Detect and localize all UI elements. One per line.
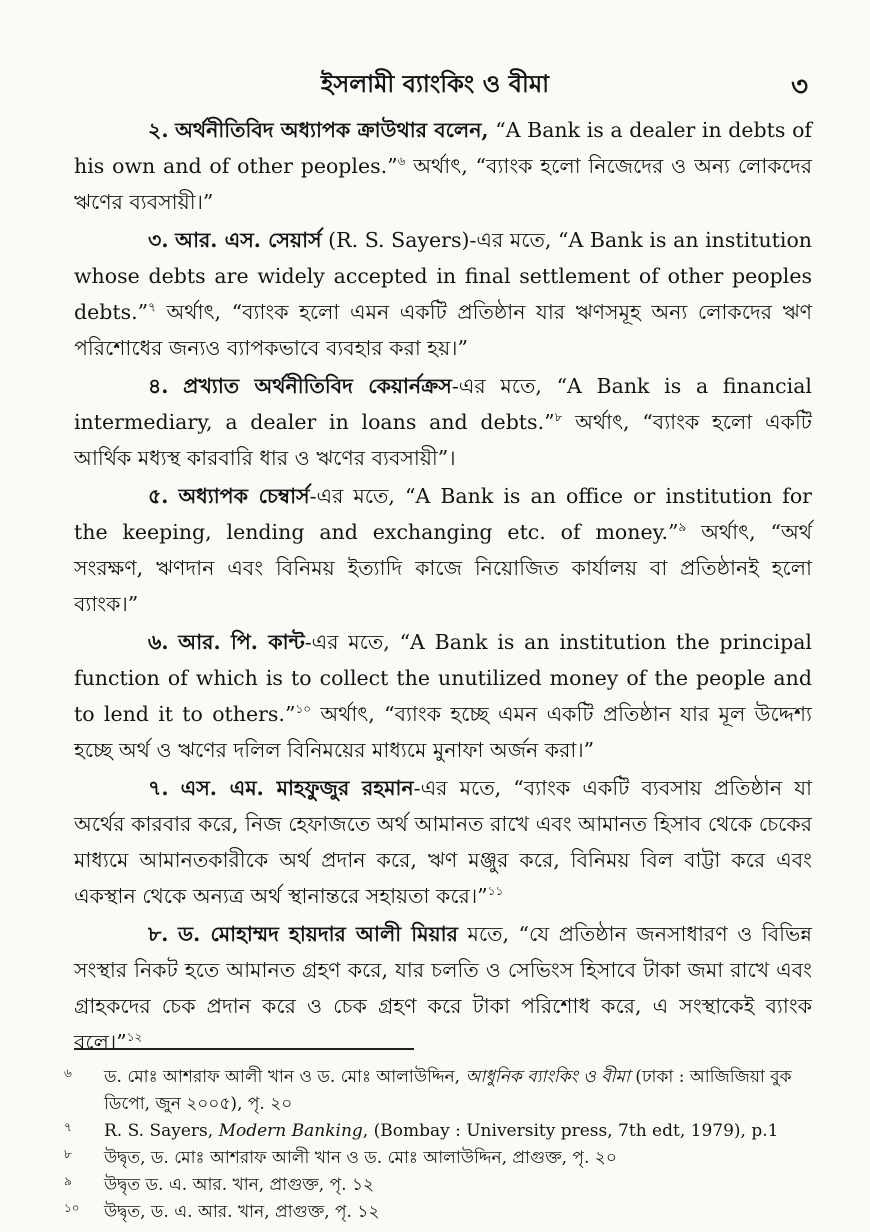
footnote-item bbox=[58, 1145, 818, 1172]
definition-paragraph bbox=[74, 222, 812, 366]
authority-name: ড. মোহাম্মদ হায়দার আলী মিয়ার bbox=[178, 922, 458, 946]
footnote-mark: ৬ bbox=[64, 1066, 72, 1080]
authority-name: প্রখ্যাত অর্থনীতিবিদ কেয়ার্নক্রস bbox=[183, 374, 452, 398]
definition-paragraph bbox=[74, 916, 812, 1060]
paragraph-text: “A Bank is a dealer in debts of his own and of other peoples.” bbox=[74, 118, 812, 178]
paragraph-translation: অর্থাৎ, “ব্যাংক হলো একটি আর্থিক মধ্যস্থ কারবারি ধার ও ঋণের ব্যবসায়ী”। bbox=[74, 410, 812, 470]
footnote-text-tail: (ঢাকা : আজিজিয়া বুক ডিপো, জুন ২০০৫), পৃ. ২০ bbox=[104, 1067, 792, 1114]
definition-paragraph bbox=[74, 770, 812, 914]
paragraph-translation: অর্থাৎ, “ব্যাংক হলো এমন একটি প্রতিষ্ঠান যার ঋণসমূহ অন্য লোকদের ঋণ পরিশোধের জন্যও ব্যাপকভাবে ব্যবহার করা হয়।” bbox=[74, 300, 812, 360]
footnote-item bbox=[58, 1064, 818, 1118]
footnote-book-title: Modern Banking bbox=[218, 1121, 363, 1141]
footnote-ref[interactable]: ৭ bbox=[148, 300, 156, 315]
footnote-mark: ৮ bbox=[64, 1147, 72, 1161]
paragraph-text: -এর মতে, “A Bank is an institution the principal function of which is to collect the unutilized money of the people and to lend it to others.” bbox=[74, 630, 812, 726]
paragraph-number: ৪. bbox=[148, 374, 169, 398]
footnote-text: উদ্বৃত, ড. এ. আর. খান, প্রাগুক্ত, পৃ. ১২ bbox=[104, 1202, 380, 1222]
paragraph-text: -এর মতে, “A Bank is a financial intermediary, a dealer in loans and debts.” bbox=[74, 374, 812, 434]
footnote-text-tail: , (Bombay : University press, 7th edt, 1979), p.1 bbox=[362, 1121, 779, 1141]
paragraph-number: ২. bbox=[148, 118, 169, 142]
footnote-mark: ১০ bbox=[64, 1201, 80, 1215]
definition-paragraph bbox=[74, 478, 812, 622]
running-header bbox=[0, 66, 870, 102]
footnote-book-title: আধুনিক ব্যাংকিং ও বীমা bbox=[465, 1067, 630, 1087]
authority-name: অর্থনীতিবিদ অধ্যাপক ক্রাউথার বলেন, bbox=[175, 118, 489, 142]
footnote-ref[interactable]: ১০ bbox=[295, 702, 312, 717]
paragraph-translation: অর্থাৎ, “ব্যাংক হচ্ছে এমন একটি প্রতিষ্ঠান যার মূল উদ্দেশ্য হচ্ছে অর্থ ও ঋণের দলিল বিনিময়ের মাধ্যমে মুনাফা অর্জন করা।” bbox=[74, 702, 812, 762]
running-title: ইসলামী ব্যাংকিং ও বীমা bbox=[320, 69, 550, 98]
footnotes bbox=[58, 1064, 818, 1226]
paragraph-number: ৭. bbox=[148, 776, 169, 800]
paragraph-translation: অর্থাৎ, “অর্থ সংরক্ষণ, ঋণদান এবং বিনিময় ইত্যাদি কাজে নিয়োজিত কার্যালয় বা প্রতিষ্ঠানই হলো ব্যাংক।” bbox=[74, 520, 812, 616]
footnote-text: R. S. Sayers, bbox=[104, 1121, 219, 1141]
authority-name: এস. এম. মাহফুজুর রহমান bbox=[180, 776, 414, 800]
footnote-mark: ৯ bbox=[64, 1174, 72, 1188]
paragraph-number: ৬. bbox=[148, 630, 169, 654]
footnote-text: উদ্বৃত ড. এ. আর. খান, প্রাগুক্ত, পৃ. ১২ bbox=[104, 1175, 375, 1195]
authority-name: আর. এস. সেয়ার্স bbox=[175, 228, 322, 252]
footnote-item bbox=[58, 1118, 818, 1145]
paragraph-translation: অর্থাৎ, “ব্যাংক হলো নিজেদের ও অন্য লোকদের ঋণের ব্যবসায়ী।” bbox=[74, 154, 812, 214]
footnote-mark: ৭ bbox=[64, 1120, 72, 1134]
page-number: ৩ bbox=[791, 72, 808, 102]
paragraph-text: -এর মতে, “A Bank is an office or institution for the keeping, lending and exchanging etc. of money.” bbox=[74, 484, 812, 544]
paragraph-number: ৮. bbox=[148, 922, 169, 946]
paragraph-number: ৫. bbox=[148, 484, 169, 508]
paragraph-number: ৩. bbox=[148, 228, 169, 252]
definition-paragraph bbox=[74, 624, 812, 768]
paragraph-text: (R. S. Sayers)-এর মতে, “A Bank is an institution whose debts are widely accepted in final settlement of other peoples debts.” bbox=[74, 228, 812, 324]
footnote-ref[interactable]: ১১ bbox=[487, 884, 504, 899]
footnote-item bbox=[58, 1172, 818, 1199]
definition-paragraph bbox=[74, 368, 812, 476]
definition-paragraph bbox=[74, 112, 812, 220]
footnote-text: উদ্বৃত, ড. মোঃ আশরাফ আলী খান ও ড. মোঃ আলাউদ্দিন, প্রাগুক্ত, পৃ. ২০ bbox=[104, 1148, 617, 1168]
footnote-ref[interactable]: ৮ bbox=[554, 410, 563, 425]
page-body bbox=[74, 112, 812, 1062]
footnote-ref[interactable]: ১২ bbox=[126, 1030, 143, 1045]
paragraph-text: মতে, “যে প্রতিষ্ঠান জনসাধারণ ও বিভিন্ন সংস্থার নিকট হতে আমানত গ্রহণ করে, যার চলতি ও সেভিংস হিসাবে টাকা জমা রাখে এবং গ্রাহকদের চেক প্রদান করে ও চেক গ্রহণ করে টাকা পরিশোধ করে, এ সংস্থাকেই ব্যাংক বলে।” bbox=[74, 922, 812, 1054]
footnote-text: ড. মোঃ আশরাফ আলী খান ও ড. মোঃ আলাউদ্দিন, bbox=[104, 1067, 466, 1087]
authority-name: অধ্যাপক চেম্বার্স bbox=[178, 484, 310, 508]
footnote-ref[interactable]: ৯ bbox=[678, 520, 687, 535]
footnote-divider bbox=[74, 1048, 414, 1050]
footnote-ref[interactable]: ৬ bbox=[397, 154, 406, 169]
footnote-item bbox=[58, 1199, 818, 1226]
paragraph-text: -এর মতে, “ব্যাংক একটি ব্যবসায় প্রতিষ্ঠান যা অর্থের কারবার করে, নিজ হেফাজতে অর্থ আমানত রাখে এবং আমানত হিসাব থেকে চেকের মাধ্যমে আমানতকারীকে অর্থ প্রদান করে, ঋণ মঞ্জুর করে, বিনিময় বিল বাট্টা করে এবং একস্থান থেকে অন্যত্র অর্থ স্থানান্তরে সহায়তা করে।” bbox=[74, 776, 812, 908]
authority-name: আর. পি. কান্ট bbox=[178, 630, 305, 654]
